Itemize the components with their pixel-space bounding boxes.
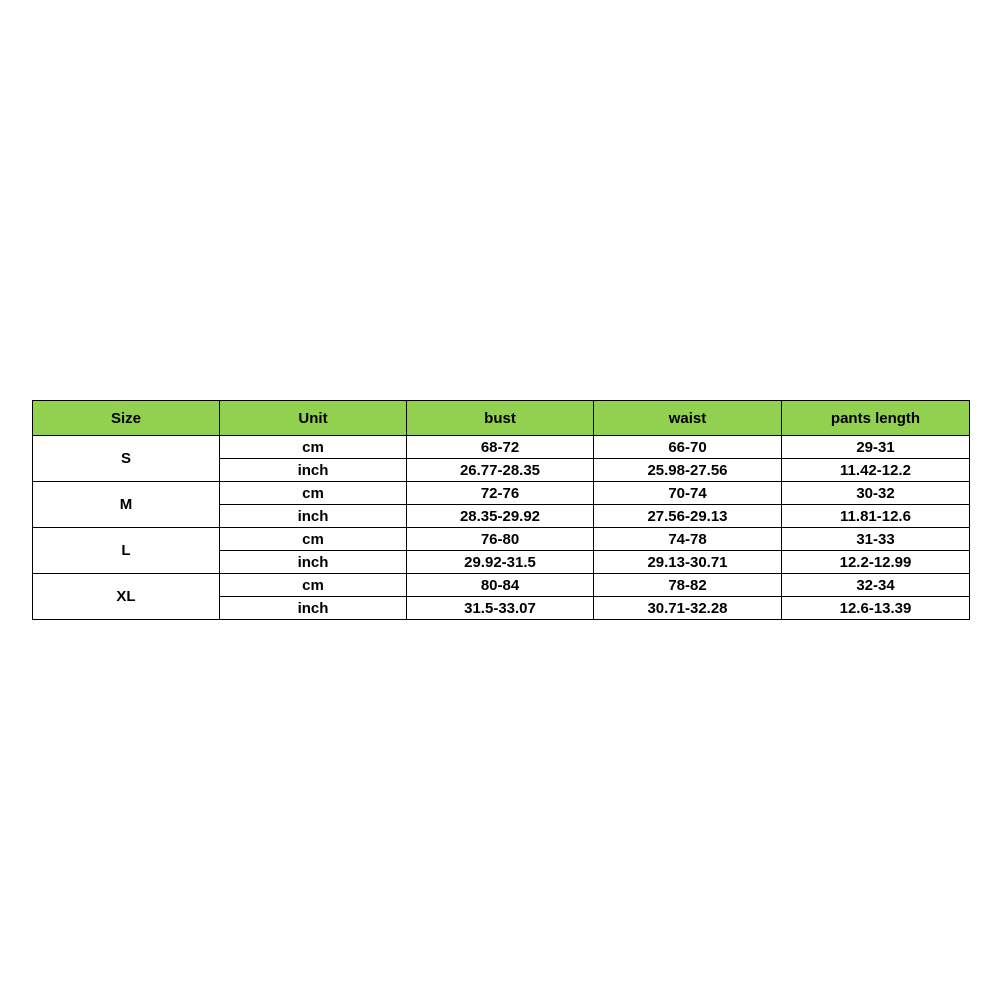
bust-cell: 31.5-33.07 bbox=[407, 597, 594, 620]
header-pants-length: pants length bbox=[782, 401, 970, 436]
table-row bbox=[33, 528, 970, 551]
table-row bbox=[33, 574, 970, 597]
size-cell: M bbox=[33, 482, 220, 528]
bust-cell: 29.92-31.5 bbox=[407, 551, 594, 574]
pants-length-cell: 32-34 bbox=[782, 574, 970, 597]
unit-cell: inch bbox=[220, 597, 407, 620]
size-table bbox=[32, 400, 970, 620]
bust-cell: 76-80 bbox=[407, 528, 594, 551]
bust-cell: 28.35-29.92 bbox=[407, 505, 594, 528]
header-row bbox=[33, 401, 970, 436]
waist-cell: 70-74 bbox=[594, 482, 782, 505]
bust-cell: 80-84 bbox=[407, 574, 594, 597]
pants-length-cell: 29-31 bbox=[782, 436, 970, 459]
waist-cell: 74-78 bbox=[594, 528, 782, 551]
pants-length-cell: 12.2-12.99 bbox=[782, 551, 970, 574]
unit-cell: cm bbox=[220, 482, 407, 505]
table-row bbox=[33, 482, 970, 505]
waist-cell: 78-82 bbox=[594, 574, 782, 597]
unit-cell: cm bbox=[220, 528, 407, 551]
waist-cell: 25.98-27.56 bbox=[594, 459, 782, 482]
unit-cell: inch bbox=[220, 459, 407, 482]
pants-length-cell: 11.42-12.2 bbox=[782, 459, 970, 482]
size-chart bbox=[32, 400, 969, 620]
bust-cell: 68-72 bbox=[407, 436, 594, 459]
header-size: Size bbox=[33, 401, 220, 436]
size-cell: S bbox=[33, 436, 220, 482]
pants-length-cell: 30-32 bbox=[782, 482, 970, 505]
waist-cell: 66-70 bbox=[594, 436, 782, 459]
unit-cell: inch bbox=[220, 551, 407, 574]
pants-length-cell: 12.6-13.39 bbox=[782, 597, 970, 620]
waist-cell: 29.13-30.71 bbox=[594, 551, 782, 574]
waist-cell: 27.56-29.13 bbox=[594, 505, 782, 528]
waist-cell: 30.71-32.28 bbox=[594, 597, 782, 620]
unit-cell: cm bbox=[220, 436, 407, 459]
size-cell: L bbox=[33, 528, 220, 574]
pants-length-cell: 11.81-12.6 bbox=[782, 505, 970, 528]
header-bust: bust bbox=[407, 401, 594, 436]
unit-cell: cm bbox=[220, 574, 407, 597]
size-cell: XL bbox=[33, 574, 220, 620]
unit-cell: inch bbox=[220, 505, 407, 528]
table-row bbox=[33, 436, 970, 459]
header-unit: Unit bbox=[220, 401, 407, 436]
pants-length-cell: 31-33 bbox=[782, 528, 970, 551]
bust-cell: 26.77-28.35 bbox=[407, 459, 594, 482]
bust-cell: 72-76 bbox=[407, 482, 594, 505]
header-waist: waist bbox=[594, 401, 782, 436]
